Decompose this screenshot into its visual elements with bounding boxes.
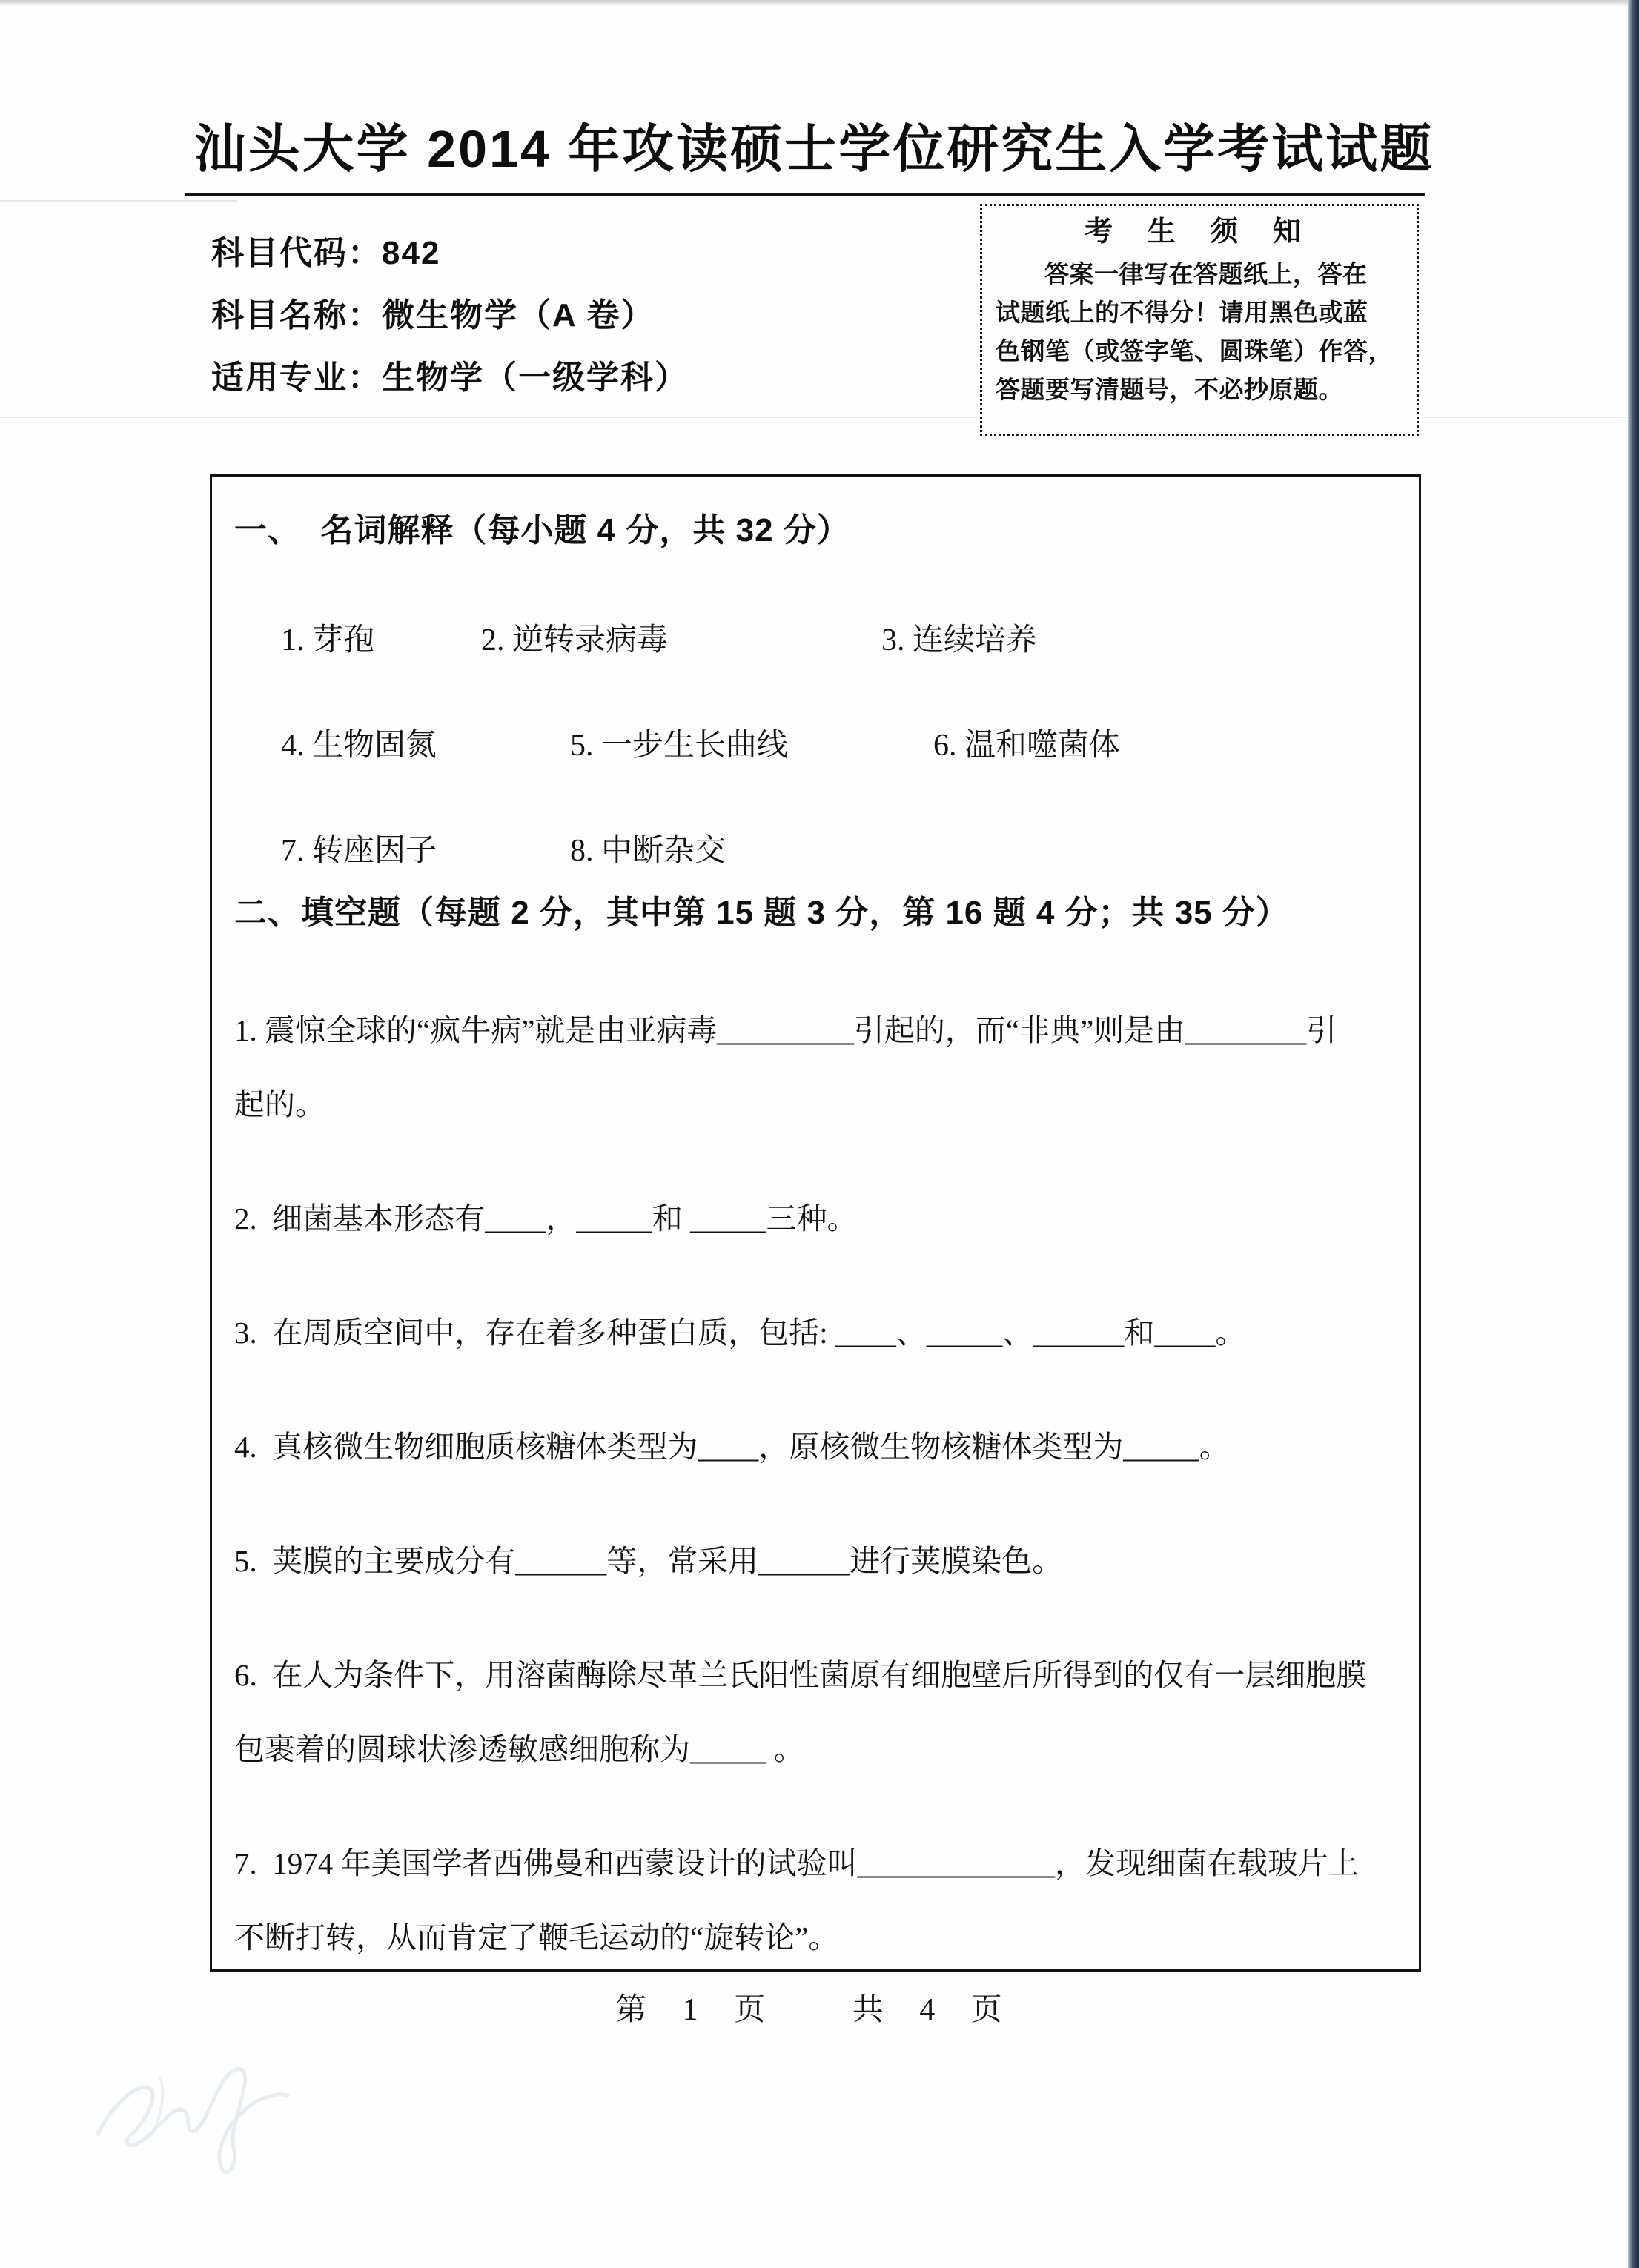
term-item: 5. 一步生长曲线 bbox=[570, 729, 789, 763]
term-item: 1. 芽孢 bbox=[281, 623, 375, 657]
scan-top-edge bbox=[0, 0, 1639, 7]
candidate-notice-box bbox=[980, 204, 1419, 436]
term-item: 7. 转座因子 bbox=[281, 834, 437, 868]
notice-line: 答题要写清题号，不必抄原题。 bbox=[996, 376, 1343, 403]
title-underline-rule bbox=[185, 193, 1425, 196]
term-item: 6. 温和噬菌体 bbox=[933, 729, 1121, 763]
section1-heading: 一、 名词解释（每小题 4 分，共 32 分） bbox=[234, 512, 850, 548]
question-line: 6. 在人为条件下，用溶菌酶除尽革兰氏阳性菌原有细胞壁后所得到的仅有一层细胞膜 bbox=[234, 1658, 1367, 1692]
term-item: 4. 生物固氮 bbox=[281, 729, 437, 763]
handwritten-signature-scribble bbox=[89, 2063, 311, 2196]
question-line: 2. 细菌基本形态有____，_____和 _____三种。 bbox=[234, 1201, 858, 1236]
question-line: 7. 1974 年美国学者西佛曼和西蒙设计的试验叫_____________，发现细菌在载玻片上 bbox=[234, 1846, 1359, 1880]
applicable-major: 适用专业：生物学（一级学科） bbox=[211, 359, 689, 396]
notice-line: 答案一律写在答题纸上，答在 bbox=[1044, 260, 1368, 288]
question-area-box bbox=[210, 474, 1421, 1972]
question-line: 3. 在周质空间中，存在着多种蛋白质，包括: ____、_____、______和____。 bbox=[234, 1316, 1246, 1350]
subject-info-block bbox=[211, 222, 689, 409]
question-line: 4. 真核微生物细胞质核糖体类型为____，原核微生物核糖体类型为_____。 bbox=[234, 1430, 1230, 1464]
notice-line: 色钢笔（或签字笔、圆珠笔）作答， bbox=[996, 337, 1393, 365]
section2-heading: 二、填空题（每题 2 分，其中第 15 题 3 分，第 16 题 4 分；共 35 分） bbox=[234, 895, 1289, 931]
subject-name: 科目名称：微生物学（A 卷） bbox=[211, 297, 655, 334]
notice-title: 考 生 须 知 bbox=[1085, 216, 1314, 248]
question-line: 1. 震惊全球的“疯牛病”就是由亚病毒_________引起的，而“非典”则是由________引 bbox=[234, 1013, 1337, 1047]
term-row bbox=[234, 576, 1397, 657]
scan-artifact-line bbox=[0, 200, 237, 202]
term-item: 8. 中断杂交 bbox=[570, 834, 726, 868]
scan-right-edge-strip bbox=[1628, 0, 1639, 2268]
term-row bbox=[234, 786, 1397, 868]
question-line: 包裹着的圆球状渗透敏感细胞称为_____ 。 bbox=[234, 1732, 804, 1766]
subject-code: 科目代码：842 bbox=[211, 235, 441, 271]
question-line: 不断打转，从而肯定了鞭毛运动的“旋转论”。 bbox=[234, 1920, 839, 1954]
question-line: 5. 荚膜的主要成分有______等，常采用______进行荚膜染色。 bbox=[234, 1544, 1063, 1578]
page-number-indicator: 第 1 页 共 4 页 bbox=[615, 1993, 1013, 2027]
question-line: 起的。 bbox=[234, 1087, 325, 1121]
term-item: 2. 逆转录病毒 bbox=[481, 623, 669, 657]
term-row bbox=[234, 681, 1397, 763]
page-title: 汕头大学 2014 年攻读硕士学位研究生入学考试试题 bbox=[193, 120, 1434, 178]
term-item: 3. 连续培养 bbox=[881, 623, 1038, 657]
notice-line: 试题纸上的不得分！请用黑色或蓝 bbox=[996, 299, 1368, 326]
